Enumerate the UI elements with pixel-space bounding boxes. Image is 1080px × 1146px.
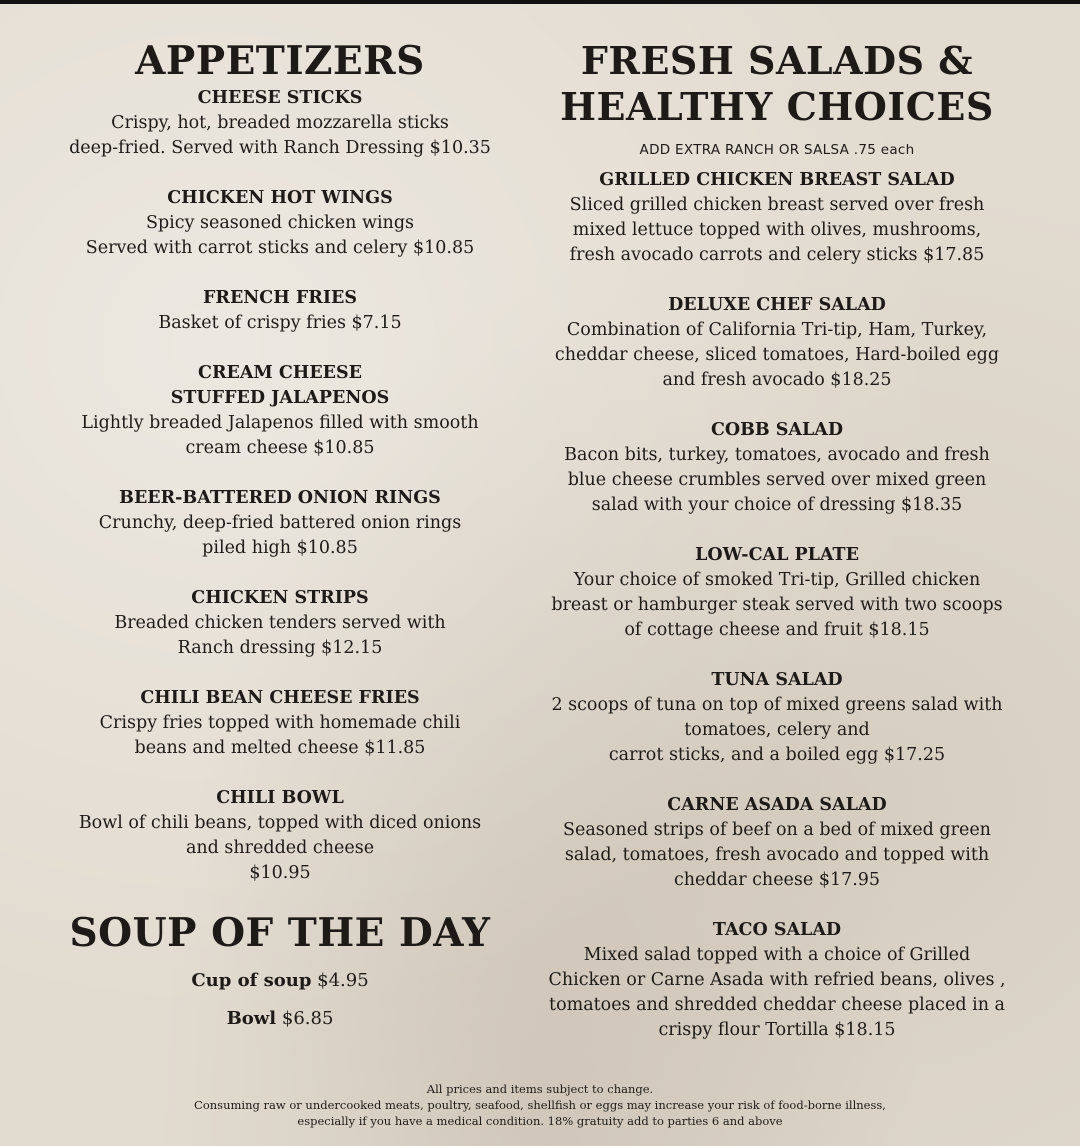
item-description: Bowl of chili beans, topped with diced onions and shredded cheese $10.95	[78, 813, 482, 883]
salads-title-line1: FRESH SALADS &	[580, 38, 974, 83]
soup-bowl-label: Bowl	[226, 1008, 277, 1029]
menu-item	[528, 293, 1026, 393]
menu-item	[30, 486, 530, 561]
item-description: Mixed salad topped with a choice of Grilled Chicken or Carne Asada with refried beans, olives , tomatoes and shredded cheddar cheese placed in a crispy flour Tortilla $18.15	[548, 945, 1006, 1040]
menu-item	[30, 361, 530, 461]
menu-item	[528, 918, 1026, 1043]
menu-item	[30, 786, 530, 886]
item-name: CREAM CHEESE STUFFED JALAPENOS	[170, 363, 390, 408]
menu-item	[30, 86, 530, 161]
appetizers-list	[30, 86, 530, 886]
item-description: Sliced grilled chicken breast served over fresh mixed lettuce topped with olives, mushrooms, fresh avocado carrots and celery sticks $17.85	[569, 195, 985, 265]
item-description: Combination of California Tri-tip, Ham, Turkey, cheddar cheese, sliced tomatoes, Hard-boiled egg and fresh avocado $18.25	[554, 320, 1000, 390]
menu-item	[30, 186, 530, 261]
menu-item	[528, 793, 1026, 893]
salads-note: ADD EXTRA RANCH OR SALSA .75 each	[639, 142, 915, 158]
item-name: CHICKEN HOT WINGS	[167, 188, 393, 208]
footer-line: Consuming raw or undercooked meats, poultry, seafood, shellfish or eggs may increase your risk of food-borne illness,	[194, 1098, 886, 1112]
salads-list	[528, 168, 1026, 1043]
item-name: FRENCH FRIES	[203, 288, 357, 308]
item-name: COBB SALAD	[710, 420, 844, 440]
item-name: TUNA SALAD	[711, 670, 843, 690]
item-name: CARNE ASADA SALAD	[667, 795, 887, 815]
menu-item	[528, 168, 1026, 268]
footer-line: especially if you have a medical condition. 18% gratuity add to parties 6 and above	[297, 1114, 783, 1128]
item-description: 2 scoops of tuna on top of mixed greens salad with tomatoes, celery and carrot sticks, and a boiled egg $17.25	[551, 695, 1003, 765]
item-description: Seasoned strips of beef on a bed of mixed green salad, tomatoes, fresh avocado and topped with cheddar cheese $17.95	[563, 820, 991, 890]
menu-item	[528, 543, 1026, 643]
item-description: Crunchy, deep-fried battered onion rings piled high $10.85	[98, 513, 462, 558]
item-name: CHILI BEAN CHEESE FRIES	[140, 688, 420, 708]
menu-item	[30, 286, 530, 336]
soup-bowl-price: $6.85	[281, 1008, 334, 1029]
soup-cup-label: Cup of soup	[191, 970, 312, 991]
item-description: Basket of crispy fries $7.15	[158, 313, 402, 333]
salads-title	[528, 38, 1026, 130]
footer-line: All prices and items subject to change.	[426, 1082, 654, 1096]
item-description: Lightly breaded Jalapenos filled with smooth cream cheese $10.85	[81, 413, 479, 458]
item-name: LOW-CAL PLATE	[695, 545, 859, 565]
soup-cup-line	[30, 968, 530, 994]
left-column	[30, 0, 530, 1032]
soup-title: SOUP OF THE DAY	[69, 910, 491, 956]
item-description: Your choice of smoked Tri-tip, Grilled chicken breast or hamburger steak served with two scoops of cottage cheese and fruit $18.15	[551, 570, 1003, 640]
menu-item	[30, 686, 530, 761]
item-description: Crispy, hot, breaded mozzarella sticks deep-fried. Served with Ranch Dressing $10.35	[69, 113, 491, 158]
item-name: GRILLED CHICKEN BREAST SALAD	[599, 170, 955, 190]
appetizers-title: APPETIZERS	[135, 38, 425, 84]
item-name: BEER-BATTERED ONION RINGS	[119, 488, 441, 508]
item-name: DELUXE CHEF SALAD	[668, 295, 886, 315]
menu-item	[528, 668, 1026, 768]
item-name: CHILI BOWL	[216, 788, 344, 808]
salads-title-line2: HEALTHY CHOICES	[560, 84, 994, 129]
item-description: Breaded chicken tenders served with Ranch dressing $12.15	[114, 613, 446, 658]
soup-bowl-line	[30, 1006, 530, 1032]
item-description: Crispy fries topped with homemade chili beans and melted cheese $11.85	[99, 713, 461, 758]
footer-disclaimer	[0, 1081, 1080, 1129]
item-name: TACO SALAD	[712, 920, 842, 940]
item-description: Spicy seasoned chicken wings Served with carrot sticks and celery $10.85	[85, 213, 475, 258]
menu-item	[528, 418, 1026, 518]
item-name: CHICKEN STRIPS	[191, 588, 369, 608]
menu-item	[30, 586, 530, 661]
item-name: CHEESE STICKS	[197, 88, 363, 108]
item-description: Bacon bits, turkey, tomatoes, avocado and fresh blue cheese crumbles served over mixed green salad with your choice of dressing $18.35	[564, 445, 990, 515]
right-column	[528, 0, 1026, 1043]
soup-cup-price: $4.95	[317, 970, 369, 991]
